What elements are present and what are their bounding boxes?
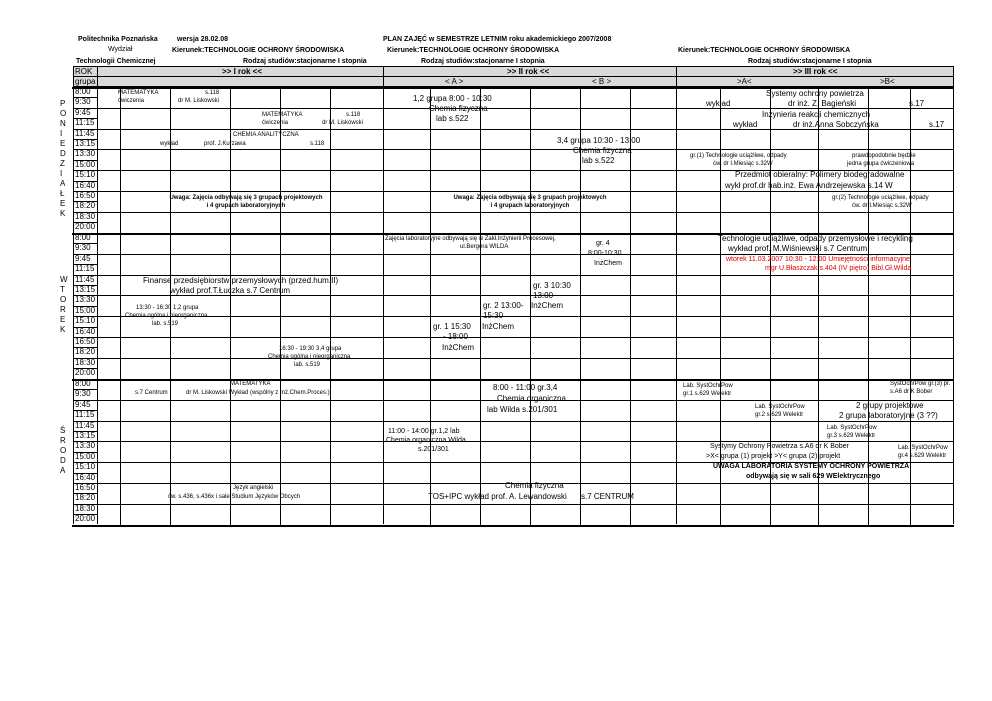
time-label: 9:30 — [75, 97, 91, 107]
time-label: 20:00 — [75, 368, 96, 378]
grid-line — [770, 233, 771, 379]
day-letter: K — [60, 324, 66, 334]
grid-line — [97, 149, 953, 150]
grid-line — [97, 191, 953, 192]
grid-line — [868, 87, 869, 233]
grid-line — [97, 129, 953, 130]
day-letter: I — [60, 168, 63, 178]
time-label: 11:45 — [75, 420, 95, 430]
time-label: 13:30 — [75, 149, 96, 159]
tue-y1-chem2-room: lab. s.519 — [294, 362, 321, 368]
faculty-name: Technologii Chemicznej — [76, 58, 156, 65]
tue-y1-finance-title: Finanse przedsiębiorstw przemysłowych (przed.hum.II) — [143, 276, 339, 285]
mon-y3-g2-title: gr.(2) Technologie uciążliwe, odpady — [832, 195, 929, 201]
grid-line — [430, 233, 431, 379]
mon-y2-note-1: Uwaga: Zajęcia odbywają się 3 grupach projektowych — [453, 195, 607, 201]
day-letter: D — [60, 148, 66, 158]
wed-y2-org2-line1: 11:00 - 14:00 gr.1,2 lab — [388, 428, 460, 435]
tue-y2-g2-subject: InżChem — [531, 301, 564, 310]
mon-y1-chem-title: CHEMIA ANALITYCZNA — [233, 132, 299, 138]
grid-line — [770, 379, 771, 525]
grid-line — [330, 379, 331, 525]
mon-y3-g1-detail: ćw. dr I.Miesiąc s.32W — [713, 161, 773, 167]
mon-y1-math2-teacher: dr M. Liskowski — [322, 120, 364, 126]
time-label: 16:50 — [75, 337, 96, 346]
mon-y2-b-line2: Chemia fizyczna — [573, 146, 632, 155]
tue-y2-g2-time: 15:30 — [483, 311, 504, 320]
grid-line — [770, 87, 771, 233]
wed-y3-lab1-detail: gr.1 s.629 Welektr — [683, 391, 732, 397]
grid-line — [97, 504, 953, 505]
day-letter: E — [60, 138, 66, 148]
time-label: 13:30 — [75, 441, 96, 451]
wed-y1-english-title: Język angielski — [233, 485, 274, 491]
time-label: 15:00 — [75, 305, 96, 315]
day-letter: E — [60, 314, 66, 324]
grid-line — [97, 295, 953, 296]
tue-y2-g4-subject: InżChem — [594, 260, 623, 267]
tue-y2-g4-time: 8:00-10:30 — [588, 250, 622, 257]
field-of-study-2: Kierunek:TECHNOLOGIE OCHRONY ŚRODOWISKA — [387, 47, 560, 54]
group-a-header: < A > — [445, 77, 464, 86]
grid-line — [818, 87, 819, 233]
mon-y1-math2-title: MATEMATYKA — [262, 112, 303, 118]
wed-y3-lab1-title: Lab. SystOchrPow — [683, 383, 733, 389]
grid-line — [97, 421, 953, 422]
time-label: 8:00 — [75, 379, 91, 388]
time-label: 15:10 — [75, 170, 96, 180]
grid-line — [72, 525, 954, 527]
grid-line — [720, 87, 721, 233]
wed-y3-proj3-detail: s.A6 dr K Bober — [890, 389, 933, 395]
wed-y1-math-teacher: dr M. Liskowski Wykład (wspólny z Inż.Chem.Proces.) — [186, 390, 330, 396]
wed-y1-math-room: s.7 Centrum — [135, 390, 168, 396]
day-letter: T — [60, 284, 65, 294]
grid-line — [97, 212, 953, 213]
wed-y3-proj3-title: SystOchrPow gr.(3) pr. — [890, 381, 951, 387]
time-label: 9:45 — [75, 253, 91, 263]
tue-y2-g1-subject2: InżChem — [442, 343, 475, 352]
grid-line — [953, 66, 954, 524]
day-letter: O — [60, 108, 67, 118]
grid-line — [170, 379, 171, 525]
day-letter: O — [60, 445, 67, 455]
time-label: 9:30 — [75, 243, 91, 253]
university-name: Politechnika Poznańska — [78, 36, 158, 43]
grid-line — [120, 233, 121, 379]
tue-y3-info-skills-1: wtorek 11.03.2007 10:30 - 12:00 Umiejętności informacyjne — [726, 256, 910, 263]
time-label: 8:00 — [75, 233, 91, 242]
mon-y1-chem-teacher: prof. J.Kurzawa — [204, 141, 246, 147]
grid-line — [910, 87, 911, 233]
wed-y3-notice-2: odbywają się w sali 629 WElektrycznego — [746, 473, 881, 480]
day-letter: W — [60, 274, 68, 284]
mon-y1-math2-room: s.118 — [346, 112, 361, 118]
day-letter: Ł — [60, 188, 65, 198]
mon-y1-note-1: Uwaga: Zajęcia odbywają się 3 grupach projektowych — [169, 195, 323, 201]
day-letter: O — [60, 294, 67, 304]
year3-header: >> III rok << — [793, 67, 838, 76]
mon-y3-probably-1: prawdopodobnie będzie — [852, 153, 916, 159]
wed-y3-lab2-title: Lab. SystOchrPow — [755, 404, 805, 410]
mon-y3-irc-room: s.17 — [929, 120, 945, 129]
grupa-label: grupa — [75, 77, 96, 86]
group-b-header: < B > — [592, 77, 612, 86]
mon-y3-irc-teacher: dr inż.Anna Sobczyńska — [793, 120, 879, 129]
study-type-3: Rodzaj studiów:stacjonarne I stopnia — [748, 58, 872, 65]
mon-y3-elective-title: Przedmiot obieralny: Polimery biodegradowalne — [735, 170, 905, 179]
grid-line — [330, 87, 331, 233]
study-type-1: Rodzaj studiów:stacjonarne I stopnia — [243, 58, 367, 65]
grid-line — [230, 233, 231, 379]
time-label: 20:00 — [75, 222, 96, 232]
page-title: PLAN ZAJĘĆ w SEMESTRZE LETNIM roku akademickiego 2007/2008 — [383, 36, 612, 43]
grid-line — [230, 379, 231, 525]
time-label: 15:00 — [75, 159, 96, 169]
mon-y1-chem-type: wykład — [160, 141, 179, 147]
grid-line — [73, 76, 953, 77]
time-label: 18:30 — [75, 357, 96, 367]
wed-y1-english-detail: ćw. s.436, s.436x i sale Studium Języków Obcych — [168, 494, 301, 500]
time-label: 18:20 — [75, 347, 96, 357]
year1-header: >> I rok << — [222, 67, 263, 76]
mon-y1-math1-type: ćwiczenia — [118, 98, 145, 104]
grid-line — [120, 379, 121, 525]
time-label: 11:15 — [75, 410, 95, 420]
version-label: wersja 28.02.08 — [177, 36, 228, 43]
day-letter: R — [60, 304, 66, 314]
study-type-2: Rodzaj studiów:stacjonarne I stopnia — [421, 58, 545, 65]
time-label: 15:10 — [75, 316, 96, 326]
grid-line — [818, 233, 819, 379]
tue-y1-chem1-room: lab. s.519 — [152, 321, 179, 327]
grid-line — [580, 379, 581, 525]
mon-y3-irc-type: wykład — [733, 120, 758, 129]
tue-y2-g3-label: gr. 3 10:30 — [533, 281, 571, 290]
time-label: 9:45 — [75, 399, 91, 409]
grid-line — [630, 379, 631, 525]
time-label: 16:40 — [75, 472, 96, 482]
grid-line — [720, 233, 721, 379]
wed-y2-org1-line2: Chemia organiczna — [497, 394, 566, 403]
tue-y2-g1-time: - 18:00 — [443, 332, 468, 341]
day-letter: N — [60, 118, 66, 128]
time-label: 16:50 — [75, 483, 96, 492]
wed-y3-lab4-detail: gr.4 s.629 Welektr — [898, 453, 947, 459]
day-letter: Z — [60, 158, 65, 168]
day-letter: Ś — [60, 425, 66, 435]
mon-y3-irc-title: Inżynieria reakcji chemicznych — [762, 110, 871, 119]
mon-y2-b-line3: lab s.522 — [582, 156, 615, 165]
mon-y2-a-line3: lab s.522 — [436, 114, 469, 123]
time-label: 15:10 — [75, 462, 96, 472]
grid-line — [97, 358, 953, 359]
grid-line — [120, 87, 121, 233]
mon-y1-chem-room: s.118 — [310, 141, 325, 147]
mon-y3-sop-type: wykład — [706, 99, 731, 108]
day-letter: A — [60, 465, 66, 475]
group-b3-header: >B< — [880, 77, 895, 86]
grid-line — [72, 379, 954, 381]
time-label: 11:45 — [75, 128, 95, 138]
grid-line — [480, 379, 481, 525]
mon-y2-a-line2: Chemia fizyczna — [429, 104, 488, 113]
wed-y3-groups-1: 2 grupy projektowe — [856, 401, 924, 410]
tue-y1-chem1-title: Chemia ogólna i nieorganiczna — [125, 313, 208, 319]
grid-line — [480, 233, 481, 379]
mon-y2-note-2: i 4 grupach laboratoryjnych — [490, 203, 570, 209]
wed-y1-math-title: MATEMATYKA — [230, 381, 271, 387]
mon-y1-math1-title: MATEMATYKA — [118, 90, 159, 96]
grid-line — [818, 379, 819, 525]
mon-y1-note-2: i 4 grupach laboratoryjnych — [206, 203, 286, 209]
tue-y2-lab-note-2: ul.Bergera WILDA — [460, 244, 509, 250]
time-label: 9:30 — [75, 389, 91, 399]
grid-line — [580, 233, 581, 379]
time-label: 13:15 — [75, 285, 96, 294]
grid-line — [910, 233, 911, 379]
grid-line — [580, 87, 581, 233]
wed-y3-lab2-detail: gr.2 s.629 Welektr — [755, 412, 804, 418]
day-letter: A — [60, 178, 66, 188]
time-label: 15:00 — [75, 451, 96, 461]
time-label: 18:30 — [75, 503, 96, 513]
day-letter: D — [60, 455, 66, 465]
time-label: 9:45 — [75, 107, 91, 117]
grid-line — [630, 233, 631, 379]
day-letter: P — [60, 98, 66, 108]
group-header-band — [73, 76, 953, 86]
tue-y1-finance-detail: wykład prof.T.Łuczka s.7 Centrum — [170, 286, 291, 295]
time-label: 11:15 — [75, 264, 95, 274]
mon-y1-math1-teacher: dr M. Liskowski — [178, 98, 220, 104]
grid-line — [630, 87, 631, 233]
time-label: 18:20 — [75, 201, 96, 211]
grid-line — [280, 87, 281, 233]
tue-y2-g2-label: gr. 2 13:00- — [483, 301, 524, 310]
grid-line — [280, 379, 281, 525]
tue-y2-g4-label: gr. 4 — [596, 240, 610, 247]
wed-y2-org2-line2: Chemia organiczna Wilda — [386, 437, 466, 444]
wed-y3-sop-line2: >X< grupa (1) projekt >Y< grupa (2) projekt — [706, 453, 841, 460]
grid-line — [170, 87, 171, 233]
tue-y2-g1-subject: InżChem — [482, 322, 515, 331]
mon-y1-math1-room: s.118 — [205, 90, 220, 96]
group-a3-header: >A< — [737, 77, 752, 86]
grid-line — [720, 379, 721, 525]
grid-line — [97, 108, 953, 109]
tue-y3-info-skills-2: mgr U.Błaszczak s.404 (IV piętro) Bibl.Gł.Wilda — [765, 265, 912, 272]
tue-y1-chem2-title: Chemia ogólna i nieorganiczna — [268, 354, 351, 360]
time-label: 13:15 — [75, 139, 96, 148]
wed-y2-org2-line3: s.201/301 — [418, 446, 449, 453]
wed-y3-sop-line1: Systymy Ochrony Powietrza s.A6 dr K Bober — [710, 443, 849, 450]
time-label: 13:30 — [75, 295, 96, 305]
time-label: 16:40 — [75, 180, 96, 190]
mon-y3-g2-detail: ćw. dr I.Miesiąc s.32W — [852, 203, 912, 209]
wed-y2-phys-detail: TOS+IPC wykład prof. A. Lewandowski — [428, 492, 567, 501]
time-label: 8:00 — [75, 87, 91, 96]
grid-line — [97, 441, 953, 442]
tue-y1-chem1-time: 13:30 - 16:30 1,2 grupa — [136, 305, 199, 311]
wed-y3-lab4-title: Lab. SystOchrPow — [898, 445, 948, 451]
time-label: 16:50 — [75, 191, 96, 200]
field-of-study-1: Kierunek:TECHNOLOGIE OCHRONY ŚRODOWISKA — [172, 47, 345, 54]
wed-y3-notice-1: UWAGA LABORATORIA SYSTEMY OCHRONY POWIETRZA — [713, 463, 910, 470]
day-letter: K — [60, 208, 66, 218]
wed-y3-groups-2: 2 grupa laboratoryjne (3 ??) — [839, 411, 938, 420]
mon-y2-b-line1: 3,4 grupa 10:30 - 13:00 — [557, 136, 641, 145]
field-of-study-3: Kierunek:TECHNOLOGIE OCHRONY ŚRODOWISKA — [678, 47, 851, 54]
day-letter: I — [60, 128, 63, 138]
mon-y3-probably-2: jedna grupa ćwiczeniowa — [847, 161, 915, 167]
faculty-label: Wydział — [108, 46, 133, 53]
wed-y2-phys-title: Chemia fizyczna — [505, 481, 564, 490]
time-label: 11:15 — [75, 118, 95, 128]
grid-line — [97, 254, 953, 255]
grid-line — [530, 87, 531, 233]
mon-y3-sop-room: s.17 — [909, 99, 925, 108]
tue-y3-tech-detail: wykład prof. M.Wiśniewski s.7 Centrum — [728, 244, 868, 253]
time-label: 20:00 — [75, 514, 96, 524]
rok-label: ROK — [75, 67, 93, 76]
day-letter: E — [60, 198, 66, 208]
grid-line — [230, 87, 231, 233]
tue-y3-tech-title: Technologie uciążliwe, odpady przemysłowe i recykling — [718, 234, 913, 243]
time-label: 18:20 — [75, 493, 96, 503]
tue-y2-lab-note-1: Zajęcia laboratoryjne odbywają się w Zakł.Inżynierii Procesowej, — [385, 236, 556, 242]
time-label: 11:45 — [75, 274, 95, 284]
wed-y3-lab3-title: Lab. SystOchrPow — [827, 425, 877, 431]
mon-y1-math2-type: ćwiczenia — [262, 120, 289, 126]
mon-y3-sop-teacher: dr inż. Z. Bagieński — [788, 99, 857, 108]
tue-y2-g3-time: 13:00 — [533, 291, 554, 300]
time-label: 13:15 — [75, 431, 96, 440]
mon-y3-sop-title: Systemy ochrony powietrza — [766, 89, 864, 98]
wed-y2-org1-line3: lab Wilda s.201/301 — [487, 405, 558, 414]
mon-y3-g1-title: gr.(1) Technologie uciążliwe, odpady — [690, 153, 787, 159]
year2-header: >> II rok << — [507, 67, 550, 76]
time-label: 16:40 — [75, 326, 96, 336]
wed-y3-lab3-detail: gr.3 s.629 Welektr — [827, 433, 876, 439]
grid-line — [868, 233, 869, 379]
wed-y2-phys-room: s.7 CENTRUM — [581, 492, 634, 501]
mon-y3-elective-detail: wykł prof.dr hab.inż. Ewa Andrzejewska s.14 W — [725, 181, 893, 190]
time-label: 18:30 — [75, 211, 96, 221]
day-letter: R — [60, 435, 66, 445]
grid-line — [97, 337, 953, 338]
mon-y2-a-line1: 1,2 grupa 8:00 - 10:30 — [413, 94, 492, 103]
tue-y1-chem2-time: 16:30 - 19:30 3,4 grupa — [279, 346, 342, 352]
grid-line — [97, 316, 953, 317]
tue-y2-g1-label: gr. 1 15:30 — [433, 322, 471, 331]
wed-y2-org1-line1: 8:00 - 11:00 gr.3,4 — [493, 383, 558, 392]
